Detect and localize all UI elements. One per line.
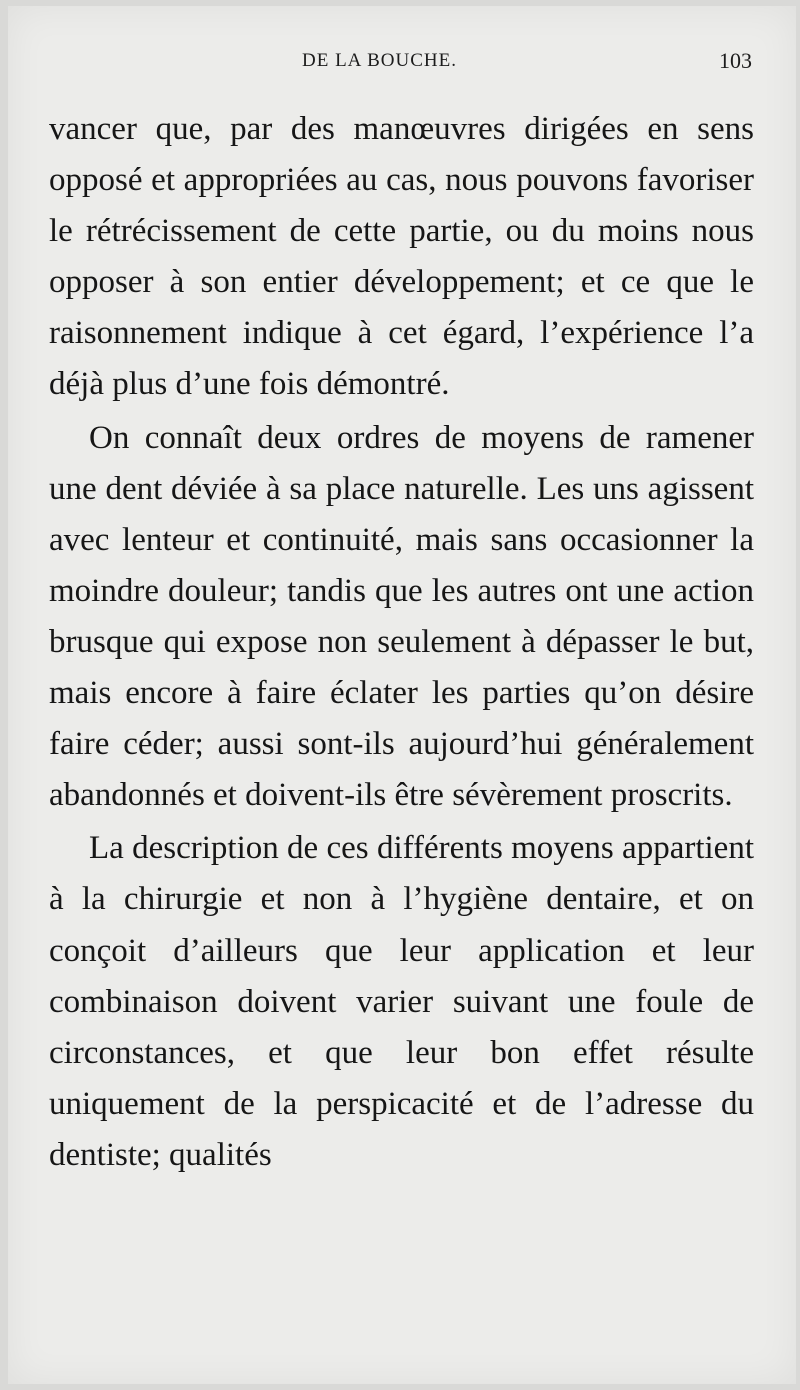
page-header: [8, 50, 796, 80]
running-title: DE LA BOUCHE.: [302, 50, 457, 71]
paragraph: La description de ces différents moyens appartient à la chirurgie et non à l’hygiène dentaire, et on conçoit d’ailleurs que leur application et leur combinaison doivent varier suivant une foule de circonstances, et que leur bon effet résulte uniquement de la perspicacité et de l’adresse du dentiste; qualités: [49, 830, 754, 1173]
paragraph-continuation: vancer que, par des manœuvres dirigées en sens opposé et appropriées au cas, nous pouvons favoriser le rétrécissement de cette partie, ou du moins nous opposer à son entier développement; et ce que le raisonnement indique à cet égard, l’expérience l’a déjà plus d’une fois démontré.: [49, 111, 754, 403]
body-text: [49, 104, 754, 1181]
paragraph: On connaît deux ordres de moyens de ramener une dent déviée à sa place naturelle. Les uns agissent avec lenteur et continuité, mais sans occasionner la moindre douleur; tandis que les autres ont une action brusque qui expose non seulement à dépasser le but, mais encore à faire éclater les parties qu’on désire faire céder; aussi sont-ils aujourd’hui généralement abandonnés et doivent-ils être sévèrement proscrits.: [49, 419, 754, 814]
page-number: 103: [719, 48, 752, 73]
book-page: [8, 6, 796, 1384]
